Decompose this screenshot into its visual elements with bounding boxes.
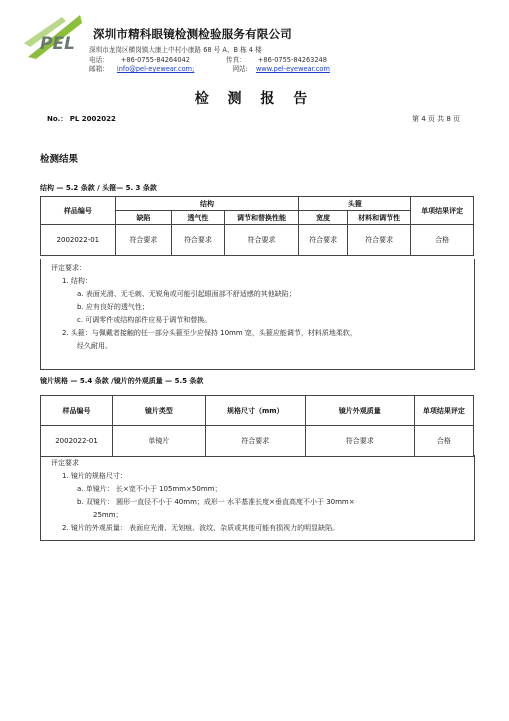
col-appearance: 镜片外观质量 [305,396,414,426]
lens-table [40,395,474,457]
col-material: 材料和调节性 [347,211,411,225]
col-headband: 头箍 [299,197,411,211]
col-lens-type: 镜片类型 [113,396,206,426]
col-adjust: 调节和替换性能 [224,211,299,225]
section2-notes: 评定要求 1. 镜片的规格尺寸： a. 单镜片： 长×宽不小于 105mm×50mm； b. 双镜片： 圆形一直径不小于 40mm；成形一 水平基准长度×垂直高度不小于 30mm× 25mm； 2. 镜片的外观质量： 表面应光滑、无划痕、波纹、杂质或其他可能有损视力的明显缺陷。 [51,459,355,532]
logo-text: PEL [40,34,75,54]
table-row: 2002022-01 符合要求 符合要求 符合要求 符合要求 符合要求 合格 [41,225,474,256]
report-number: No.： PL 2002022 [47,115,116,123]
company-contact: 深圳市龙岗区横岗镇大康上中村小康路 68 号 A、B 栋 4 楼 电话： +86-0755-84264042 传真： +86-0755-84263248 邮箱： info@pel-eyewear.com; 网站: www.pel-eyewear.com [89,46,330,74]
col-verdict: 单项结果评定 [414,396,473,426]
company-logo [22,13,86,63]
section2-subtitle: 镜片规格 — 5.4 条款 /镜片的外观质量 — 5.5 条款 [40,377,204,385]
document-title: 检 测 报 告 [194,91,315,107]
phone: +86-0755-84264042 [120,55,190,64]
col-verdict: 单项结果评定 [411,197,474,225]
structure-table [40,196,474,256]
col-structure: 结构 [115,197,299,211]
section1-subtitle: 结构 — 5.2 条款 / 头箍— 5. 3 条款 [40,184,157,192]
col-defects: 缺陷 [115,211,172,225]
company-name: 深圳市精科眼镜检测检验服务有限公司 [93,27,292,41]
fax: +86-0755-84263248 [257,55,327,64]
col-sample: 样品编号 [41,396,113,426]
page-info: 第 4 页 共 8 页 [412,115,461,123]
table-row: 2002022-01 单镜片 符合要求 符合要求 合格 [41,426,474,457]
col-sample: 样品编号 [41,197,116,225]
section1-notes: 评定要求： 1. 结构： a. 表面光滑、无毛刺、无锐角或可能引起眼面部不舒适感的其他缺陷； b. 应有良好的透气性； c. 可调零件或结构部件应易于调节和替换。 2. 头箍：与佩戴者接触的任一部分头箍至少应保持 10mm 宽，头箍应能调节，材料质地柔软， 经久耐用。 [51,264,357,350]
email-link[interactable]: info@pel-eyewear.com; [116,65,195,74]
col-breathability: 透气性 [172,211,224,225]
section-title: 检测结果 [40,154,79,165]
col-size: 规格尺寸（mm） [205,396,305,426]
address: 深圳市龙岗区横岗镇大康上中村小康路 68 号 A、B 栋 4 楼 [89,46,262,54]
website-link[interactable]: www.pel-eyewear.com [255,65,330,74]
col-width: 宽度 [299,211,347,225]
